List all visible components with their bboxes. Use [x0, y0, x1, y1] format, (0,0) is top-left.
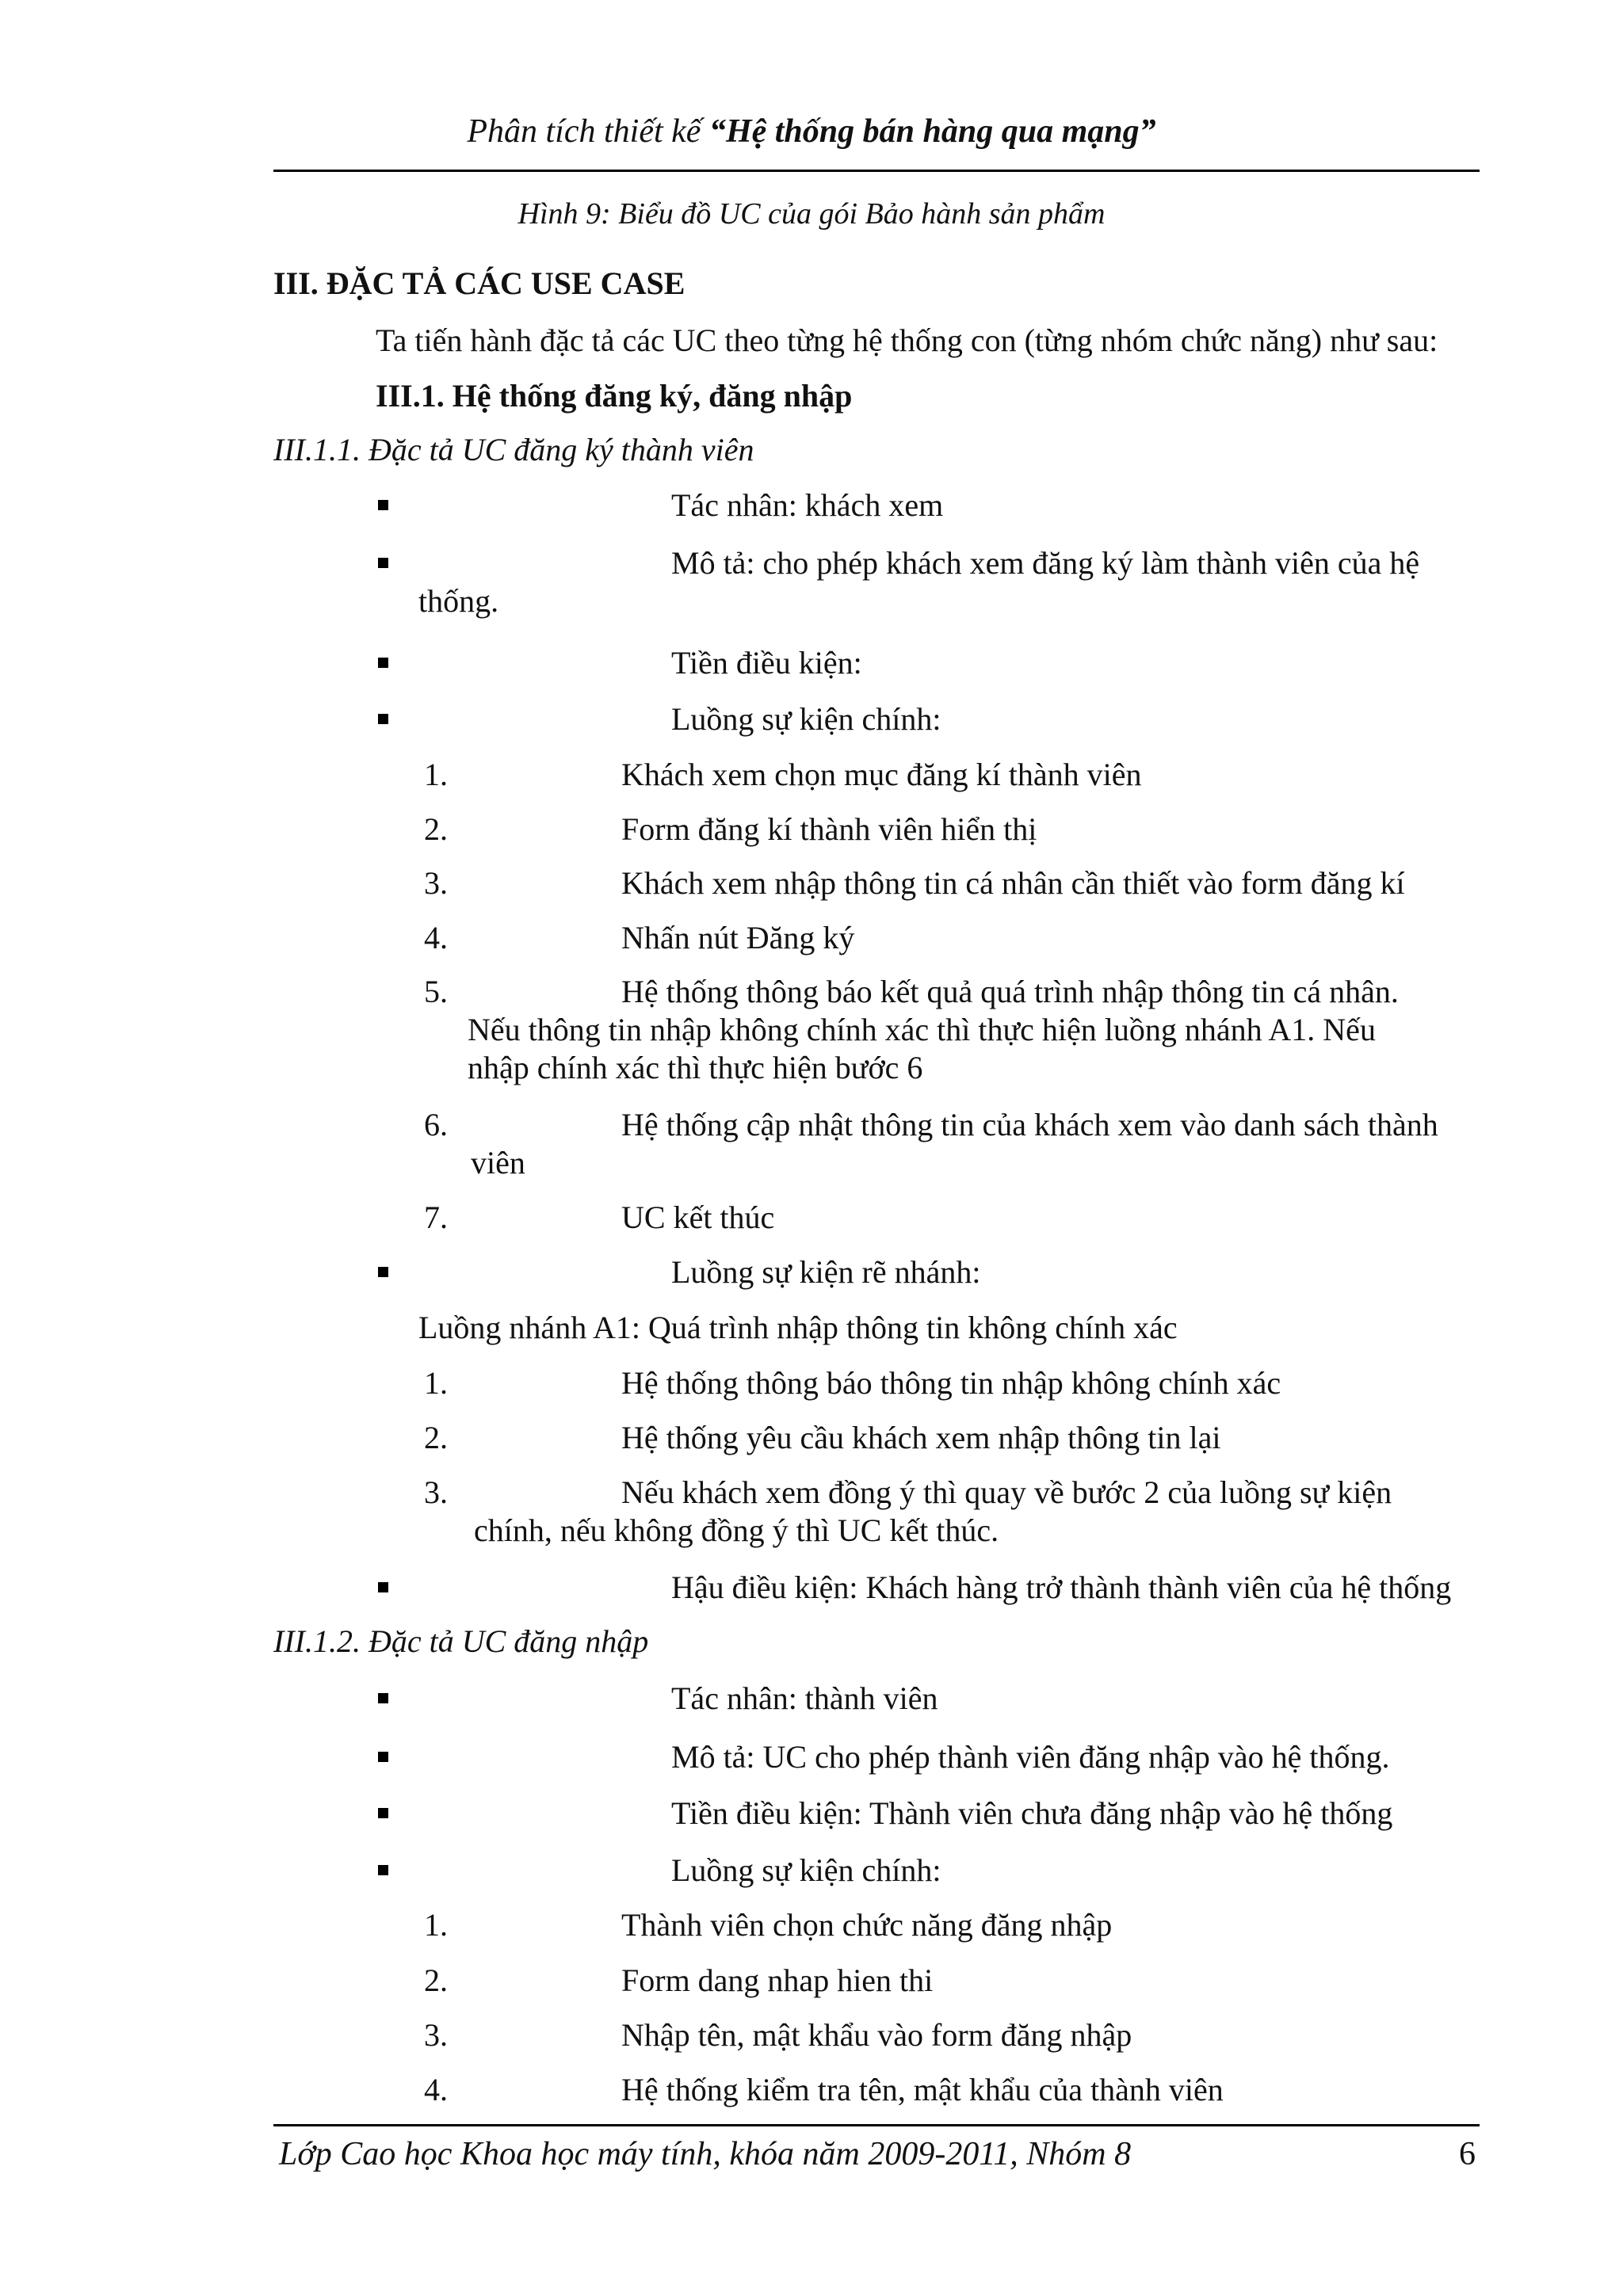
uc2-main-flow-label: Luồng sự kiện chính: [671, 1852, 941, 1888]
step-text: Khách xem nhập thông tin cá nhân cần thiết vào form đăng kí [621, 865, 1405, 901]
bullet-marker [378, 1865, 388, 1875]
step-number: 3. [424, 865, 448, 901]
uc1-alt-flow-label: Luồng sự kiện rẽ nhánh: [671, 1254, 981, 1290]
uc2-heading: III.1.2. Đặc tả UC đăng nhập [273, 1623, 649, 1659]
step-number: 1. [424, 757, 448, 792]
step-number: 5. [424, 974, 448, 1009]
step-text: Hệ thống thông báo thông tin nhập không chính xác [621, 1365, 1281, 1401]
header-prefix: Phân tích thiết kế [467, 113, 709, 150]
step-number: 3. [424, 2017, 448, 2053]
step-number: 2. [424, 1962, 448, 1998]
step-text: Nhấn nút Đăng ký [621, 920, 855, 955]
step-text: Hệ thống cập nhật thông tin của khách xem vào danh sách thành [621, 1107, 1438, 1142]
step-number: 7. [424, 1199, 448, 1235]
step-text-cont: nhập chính xác thì thực hiện bước 6 [468, 1050, 923, 1085]
uc1-heading: III.1.1. Đặc tả UC đăng ký thành viên [273, 432, 754, 467]
bullet-marker [378, 714, 388, 724]
header-rule [273, 170, 1480, 172]
step-number: 2. [424, 811, 448, 847]
step-text: Form dang nhap hien thi [621, 1962, 934, 1998]
step-text-cont: viên [471, 1145, 525, 1180]
step-number: 1. [424, 1907, 448, 1943]
alt-branch-title: Luồng nhánh A1: Quá trình nhập thông tin không chính xác [418, 1310, 1178, 1345]
running-header [0, 113, 1623, 151]
figure-caption: Hình 9: Biểu đồ UC của gói Bảo hành sản phẩm [517, 197, 1106, 231]
uc2-description: Mô tả: UC cho phép thành viên đăng nhập vào hệ thống. [671, 1739, 1390, 1775]
uc1-description: Mô tả: cho phép khách xem đăng ký làm thành viên của hệ [671, 545, 1420, 581]
step-text: Hệ thống thông báo kết quả quá trình nhập thông tin cá nhân. [621, 974, 1399, 1009]
step-number: 6. [424, 1107, 448, 1142]
step-text: Hệ thống yêu cầu khách xem nhập thông tin lại [621, 1420, 1221, 1455]
step-number: 4. [424, 2072, 448, 2107]
subsection-heading: III.1. Hệ thống đăng ký, đăng nhập [376, 378, 853, 414]
uc1-actor: Tác nhân: khách xem [671, 487, 944, 523]
bullet-marker [378, 558, 388, 568]
step-number: 2. [424, 1420, 448, 1455]
step-number: 1. [424, 1365, 448, 1401]
uc1-main-flow-label: Luồng sự kiện chính: [671, 701, 941, 737]
step-text: Form đăng kí thành viên hiển thị [621, 811, 1037, 847]
step-text: Khách xem chọn mục đăng kí thành viên [621, 757, 1142, 792]
step-text: Nhập tên, mật khẩu vào form đăng nhập [621, 2017, 1132, 2053]
page-number: 6 [1459, 2136, 1476, 2172]
section-heading: III. ĐẶC TẢ CÁC USE CASE [273, 265, 685, 301]
step-text: Hệ thống kiểm tra tên, mật khẩu của thành viên [621, 2072, 1224, 2107]
section-intro: Ta tiến hành đặc tả các UC theo từng hệ thống con (từng nhóm chức năng) như sau: [376, 322, 1438, 358]
uc2-actor: Tác nhân: thành viên [671, 1680, 938, 1716]
step-text-cont: Nếu thông tin nhập không chính xác thì thực hiện luồng nhánh A1. Nếu [468, 1012, 1376, 1047]
bullet-marker [378, 658, 388, 668]
bullet-marker [378, 1267, 388, 1277]
bullet-marker [378, 1582, 388, 1592]
step-number: 4. [424, 920, 448, 955]
step-number: 3. [424, 1474, 448, 1510]
step-text: Nếu khách xem đồng ý thì quay về bước 2 của luồng sự kiện [621, 1474, 1392, 1510]
footer-rule [273, 2124, 1480, 2126]
bullet-marker [378, 1752, 388, 1762]
uc1-precondition: Tiền điều kiện: [671, 645, 862, 681]
header-title: “Hệ thống bán hàng qua mạng” [708, 113, 1156, 150]
bullet-marker [378, 1693, 388, 1703]
uc1-description-cont: thống. [418, 583, 499, 619]
bullet-marker [378, 1808, 388, 1818]
step-text: UC kết thúc [621, 1199, 775, 1235]
uc2-precondition: Tiền điều kiện: Thành viên chưa đăng nhập vào hệ thống [671, 1795, 1393, 1831]
uc1-postcondition: Hậu điều kiện: Khách hàng trở thành thành viên của hệ thống [671, 1569, 1452, 1605]
bullet-marker [378, 500, 388, 510]
step-text: Thành viên chọn chức năng đăng nhập [621, 1907, 1113, 1943]
footer-text: Lớp Cao học Khoa học máy tính, khóa năm 2009-2011, Nhóm 8 [279, 2136, 1132, 2172]
step-text-cont: chính, nếu không đồng ý thì UC kết thúc. [474, 1512, 999, 1548]
